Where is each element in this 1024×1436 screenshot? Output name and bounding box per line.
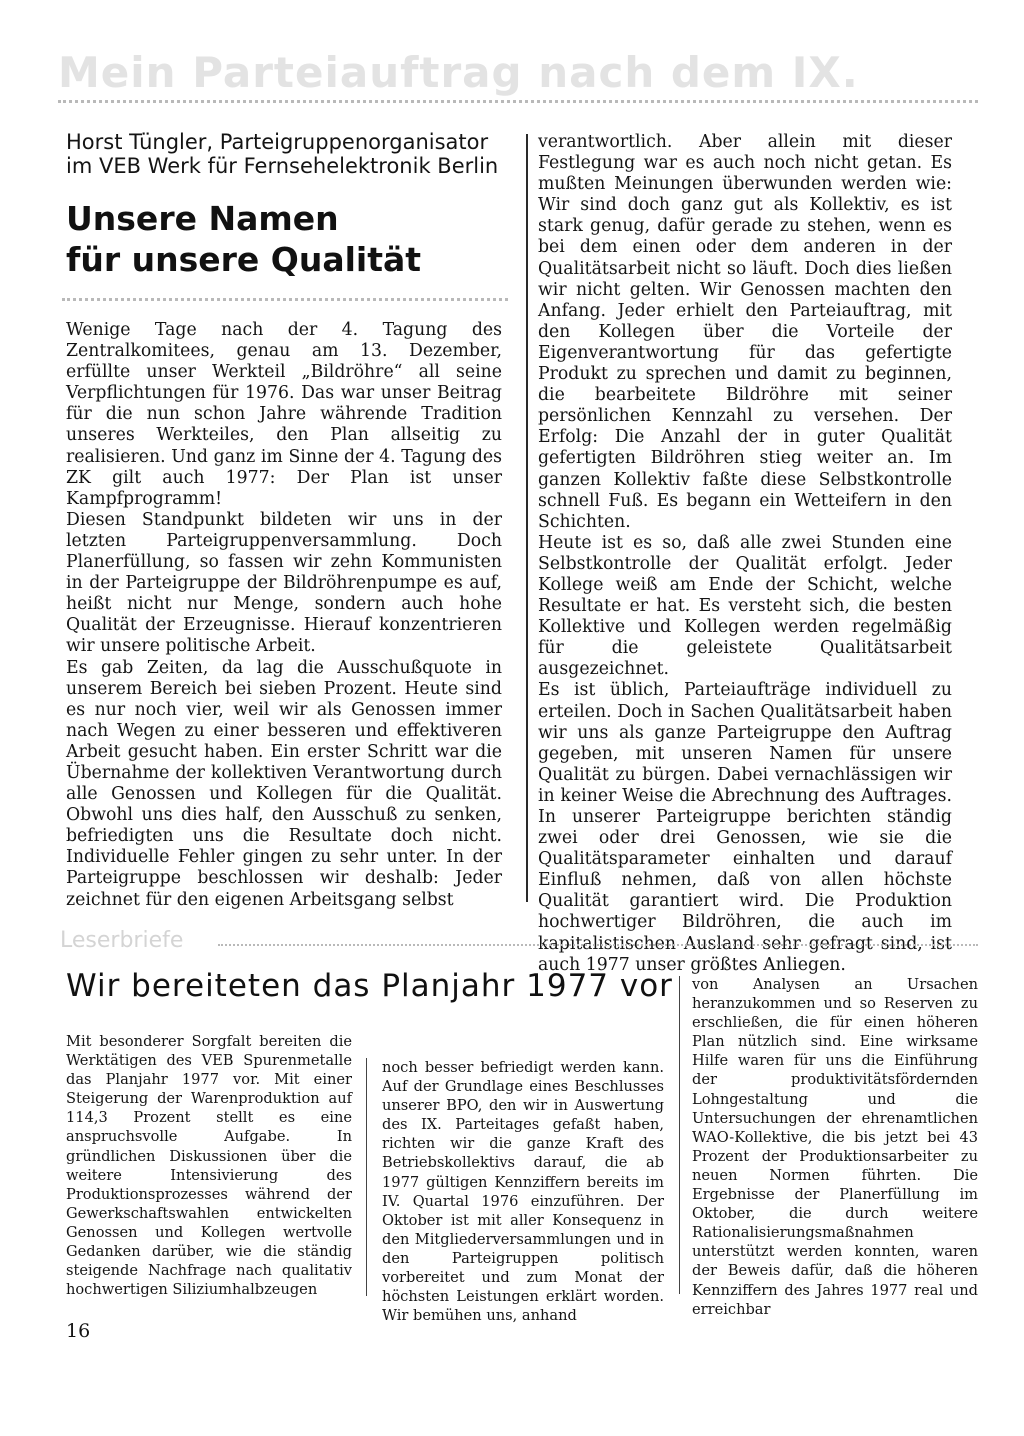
page-header: Mein Parteiauftrag nach dem IX. [58, 48, 859, 97]
column-divider [679, 976, 680, 1294]
paragraph: Es ist üblich, Parteiaufträge individuell zu erteilen. Doch in Sachen Qualitätsarbeit haben wir uns als ganze Parteigruppe den Auftrag gegeben, mit unseren Namen für unsere Qualität zu bürgen. Dabei vernachlässigen wir in keiner Weise die Abrechnung des Auftrages. In unserer Parteigruppe berichten ständig zwei oder drei Genossen, wie sie die Qualitätsparameter einhalten und darauf Einfluß nehmen, daß von allen höchste Qualität garantiert wird. Die Produktion hochwertiger Bildröhren, die auch im kapitalistischen Ausland sehr gefragt sind, ist auch 1977 unser größtes Anliegen. [538, 680, 952, 975]
article-column-1 [66, 320, 502, 911]
author-line-1: Horst Tüngler, Parteigruppenorganisator [66, 130, 489, 154]
section-label: Leserbriefe [60, 928, 184, 953]
article-author [66, 130, 516, 178]
letter-column-3: von Analysen an Ursachen heranzukommen und so Reserven zu erschließen, die für einen höheren Plan nützlich sind. Eine wirksame Hilfe waren für uns die Einführung der produktivitätsfördernden Lohngestaltung und die Untersuchungen der ehrenamtlichen WAO-Kollektive, die bis jetzt bei 43 Prozent der Produktionsarbeiter zu neuen Normen führten. Die Ergebnisse der Planerfüllung im Oktober, die durch weitere Rationalisierungsmaßnahmen unterstützt werden konnten, waren der Beweis dafür, daß die höheren Kennziffern des Jahres 1977 real und erreichbar [692, 976, 978, 1318]
section-rule [218, 944, 978, 946]
page-number: 16 [66, 1320, 91, 1342]
title-rule [62, 298, 508, 301]
author-line-2: im VEB Werk für Fernsehelektronik Berlin [66, 154, 499, 178]
letter-title: Wir bereiteten das Planjahr 1977 vor [66, 968, 673, 1004]
article-title [66, 198, 516, 280]
title-line-1: Unsere Namen [66, 199, 339, 238]
title-line-2: für unsere Qualität [66, 240, 422, 279]
column-divider [366, 1058, 367, 1296]
letter-column-1: Mit besonderer Sorgfalt bereiten die Werktätigen des VEB Spurenmetalle das Planjahr 1977 vor. Mit einer Steigerung der Warenproduktion auf 114,3 Prozent stellt es eine anspruchsvolle Aufgabe. In gründlichen Diskussionen über die weitere Intensivierung des Produktionsprozesses während der Gewerkschaftswahlen entwickelten Genossen und Kollegen wertvolle Gedanken darüber, wie die ständig steigende Nachfrage nach qualitativ hochwertigen Siliziumhalbzeugen [66, 1033, 352, 1299]
header-rule [58, 100, 978, 103]
article-column-2 [538, 132, 952, 976]
paragraph: Es gab Zeiten, da lag die Ausschußquote in unserem Bereich bei sieben Prozent. Heute sind es nur noch vier, weil wir als Genossen immer nach Wegen zu einer besseren und effektiveren Arbeit gesucht haben. Ein erster Schritt war die Übernahme der kollektiven Verantwortung durch alle Genossen und Kollegen für die Qualität. Obwohl uns dies half, den Ausschuß zu senken, befriedigten uns die Resultate doch nicht. Individuelle Fehler gingen zu sehr unter. In der Parteigruppe beschlossen wir deshalb: Jeder zeichnet für den eigenen Arbeitsgang selbst [66, 657, 502, 910]
column-divider [526, 134, 528, 902]
paragraph: Wenige Tage nach der 4. Tagung des Zentralkomitees, genau am 13. Dezember, erfüllte unser Werkteil „Bildröhre“ all seine Verpflichtungen für 1976. Das war unser Beitrag für die nun schon Jahre währende Tradition unseres Werkteiles, den Plan allseitig zu realisieren. Und ganz im Sinne der 4. Tagung des ZK gilt auch 1977: Der Plan ist unser Kampfprogramm! [66, 320, 502, 509]
paragraph: Diesen Standpunkt bildeten wir uns in der letzten Parteigruppenversammlung. Doch Planerfüllung, so fassen wir zehn Kommunisten in der Parteigruppe der Bildröhrenpumpe es auf, heißt nicht nur Menge, sondern auch hohe Qualität der Erzeugnisse. Hierauf konzentrieren wir unsere politische Arbeit. [66, 509, 502, 657]
letter-column-2: noch besser befriedigt werden kann. Auf der Grundlage eines Beschlusses unserer BPO, den wir in Auswertung des IX. Parteitages gefaßt haben, richten wir die ganze Kraft des Betriebskollektivs darauf, die ab 1977 gültigen Kennziffern bereits im IV. Quartal 1976 einzuführen. Der Oktober ist mit aller Konsequenz in den Mitgliederversammlungen und in den Parteigruppen politisch vorbereitet und zum Monat der höchsten Leistungen erklärt worden. Wir bemühen uns, anhand [382, 1059, 664, 1325]
paragraph: verantwortlich. Aber allein mit dieser Festlegung war es auch noch nicht getan. Es mußten Meinungen überwunden werden wie: Wir sind doch ganz gut als Kollektiv, es ist stark genug, dafür gerade zu stehen, wenn es bei dem einen oder dem anderen in der Qualitätsarbeit nicht so läuft. Doch dies ließen wir nicht gelten. Wir Genossen machten den Anfang. Jeder erhielt den Parteiauftrag, mit den Kollegen über die Vorteile der Eigenverantwortung für das gefertigte Produkt zu sprechen und damit zu beginnen, die bearbeitete Bildröhre mit seiner persönlichen Kennzahl zu versehen. Der Erfolg: Die Anzahl der in guter Qualität gefertigten Bildröhren stieg weiter an. Im ganzen Kollektiv faßte diese Selbstkontrolle schnell Fuß. Es begann ein Wetteifern in den Schichten. [538, 132, 952, 532]
paragraph: Heute ist es so, daß alle zwei Stunden eine Selbstkontrolle der Qualität erfolgt. Jeder Kollege weiß am Ende der Schicht, welche Resultate er hat. Es versteht sich, die besten Kollektive und Kollegen werden regelmäßig für die geleistete Qualitätsarbeit ausgezeichnet. [538, 532, 952, 680]
